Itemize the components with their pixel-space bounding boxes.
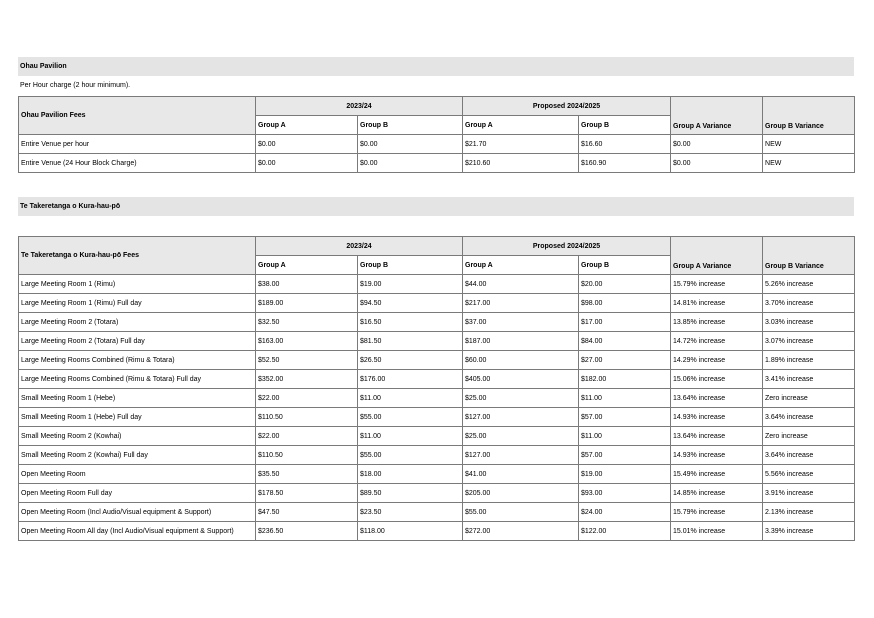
cell-group-a-current: $35.50 bbox=[256, 465, 358, 484]
cell-group-a-variance: 15.49% increase bbox=[671, 465, 763, 484]
cell-group-b-current: $118.00 bbox=[358, 522, 463, 541]
cell-group-b-current: $26.50 bbox=[358, 351, 463, 370]
table-row bbox=[19, 503, 855, 522]
cell-group-b-proposed: $24.00 bbox=[579, 503, 671, 522]
table-row bbox=[19, 408, 855, 427]
cell-group-a-variance: 14.85% increase bbox=[671, 484, 763, 503]
cell-group-a-proposed: $60.00 bbox=[463, 351, 579, 370]
table-row bbox=[19, 154, 855, 173]
column-header-group-a-current: Group A bbox=[256, 256, 358, 275]
cell-row-label: Open Meeting Room (Incl Audio/Visual equipment & Support) bbox=[19, 503, 256, 522]
table-row bbox=[19, 465, 855, 484]
table-row bbox=[19, 351, 855, 370]
cell-group-b-proposed: $57.00 bbox=[579, 446, 671, 465]
cell-group-b-current: $19.00 bbox=[358, 275, 463, 294]
cell-group-b-proposed: $57.00 bbox=[579, 408, 671, 427]
cell-group-b-proposed: $160.90 bbox=[579, 154, 671, 173]
cell-group-a-current: $0.00 bbox=[256, 154, 358, 173]
cell-group-a-current: $47.50 bbox=[256, 503, 358, 522]
column-header-group-a-proposed: Group A bbox=[463, 116, 579, 135]
table-row bbox=[19, 370, 855, 389]
cell-group-a-current: $22.00 bbox=[256, 389, 358, 408]
cell-group-a-proposed: $127.00 bbox=[463, 408, 579, 427]
cell-group-b-current: $94.50 bbox=[358, 294, 463, 313]
cell-row-label: Entire Venue (24 Hour Block Charge) bbox=[19, 154, 256, 173]
cell-group-b-variance: Zero increase bbox=[763, 389, 855, 408]
column-header-group-a-variance: Group A Variance bbox=[671, 237, 763, 275]
cell-group-a-proposed: $187.00 bbox=[463, 332, 579, 351]
cell-group-b-current: $0.00 bbox=[358, 154, 463, 173]
cell-group-a-proposed: $127.00 bbox=[463, 446, 579, 465]
cell-group-a-variance: 13.64% increase bbox=[671, 427, 763, 446]
cell-group-b-current: $11.00 bbox=[358, 389, 463, 408]
cell-group-a-variance: 15.01% increase bbox=[671, 522, 763, 541]
cell-group-a-current: $110.50 bbox=[256, 408, 358, 427]
table-row bbox=[19, 294, 855, 313]
table-row bbox=[19, 332, 855, 351]
column-group-proposed-2024-2025: Proposed 2024/2025 bbox=[463, 237, 671, 256]
cell-group-a-proposed: $41.00 bbox=[463, 465, 579, 484]
column-header-group-b-proposed: Group B bbox=[579, 256, 671, 275]
cell-group-b-current: $176.00 bbox=[358, 370, 463, 389]
cell-group-b-variance: 1.89% increase bbox=[763, 351, 855, 370]
cell-group-a-variance: $0.00 bbox=[671, 135, 763, 154]
cell-row-label: Large Meeting Rooms Combined (Rimu & Totara) Full day bbox=[19, 370, 256, 389]
cell-group-a-proposed: $25.00 bbox=[463, 427, 579, 446]
cell-group-b-current: $55.00 bbox=[358, 446, 463, 465]
cell-row-label: Large Meeting Rooms Combined (Rimu & Totara) bbox=[19, 351, 256, 370]
cell-group-a-variance: 14.93% increase bbox=[671, 408, 763, 427]
cell-group-a-current: $163.00 bbox=[256, 332, 358, 351]
cell-group-b-proposed: $182.00 bbox=[579, 370, 671, 389]
cell-group-b-proposed: $19.00 bbox=[579, 465, 671, 484]
table-row bbox=[19, 427, 855, 446]
cell-group-b-variance: NEW bbox=[763, 135, 855, 154]
cell-row-label: Large Meeting Room 2 (Totara) bbox=[19, 313, 256, 332]
cell-group-a-current: $178.50 bbox=[256, 484, 358, 503]
column-header-group-b-variance: Group B Variance bbox=[763, 97, 855, 135]
cell-group-b-variance: 3.70% increase bbox=[763, 294, 855, 313]
cell-group-b-current: $81.50 bbox=[358, 332, 463, 351]
cell-row-label: Small Meeting Room 2 (Kowhai) Full day bbox=[19, 446, 256, 465]
cell-group-b-current: $0.00 bbox=[358, 135, 463, 154]
cell-row-label: Small Meeting Room 1 (Hebe) bbox=[19, 389, 256, 408]
cell-group-b-variance: 5.56% increase bbox=[763, 465, 855, 484]
table-row bbox=[19, 522, 855, 541]
cell-group-a-proposed: $37.00 bbox=[463, 313, 579, 332]
cell-group-a-current: $38.00 bbox=[256, 275, 358, 294]
table-row bbox=[19, 484, 855, 503]
cell-group-a-variance: 13.64% increase bbox=[671, 389, 763, 408]
cell-group-b-variance: 3.91% increase bbox=[763, 484, 855, 503]
column-header-group-b-variance: Group B Variance bbox=[763, 237, 855, 275]
cell-group-b-proposed: $93.00 bbox=[579, 484, 671, 503]
column-header-group-b-current: Group B bbox=[358, 256, 463, 275]
cell-group-b-current: $18.00 bbox=[358, 465, 463, 484]
column-group-2023-24: 2023/24 bbox=[256, 237, 463, 256]
cell-group-a-proposed: $44.00 bbox=[463, 275, 579, 294]
cell-group-b-proposed: $122.00 bbox=[579, 522, 671, 541]
cell-group-a-current: $0.00 bbox=[256, 135, 358, 154]
cell-group-a-current: $22.00 bbox=[256, 427, 358, 446]
column-header-group-a-variance: Group A Variance bbox=[671, 97, 763, 135]
cell-group-b-proposed: $98.00 bbox=[579, 294, 671, 313]
cell-group-b-variance: 5.26% increase bbox=[763, 275, 855, 294]
cell-group-a-variance: 14.81% increase bbox=[671, 294, 763, 313]
ohau-pavilion-fees-rows bbox=[19, 135, 855, 173]
cell-group-a-variance: 14.93% increase bbox=[671, 446, 763, 465]
column-group-2023-24: 2023/24 bbox=[256, 97, 463, 116]
column-header-group-b-proposed: Group B bbox=[579, 116, 671, 135]
cell-row-label: Large Meeting Room 1 (Rimu) Full day bbox=[19, 294, 256, 313]
cell-group-b-variance: 3.03% increase bbox=[763, 313, 855, 332]
cell-group-a-variance: 15.06% increase bbox=[671, 370, 763, 389]
cell-group-b-current: $55.00 bbox=[358, 408, 463, 427]
cell-group-a-proposed: $405.00 bbox=[463, 370, 579, 389]
cell-group-b-proposed: $20.00 bbox=[579, 275, 671, 294]
te-takeretanga-fees-rows bbox=[19, 275, 855, 541]
cell-group-a-current: $236.50 bbox=[256, 522, 358, 541]
cell-group-a-proposed: $210.60 bbox=[463, 154, 579, 173]
cell-group-a-current: $352.00 bbox=[256, 370, 358, 389]
cell-group-a-variance: 14.29% increase bbox=[671, 351, 763, 370]
cell-row-label: Small Meeting Room 1 (Hebe) Full day bbox=[19, 408, 256, 427]
cell-row-label: Entire Venue per hour bbox=[19, 135, 256, 154]
cell-group-b-variance: 2.13% increase bbox=[763, 503, 855, 522]
cell-row-label: Small Meeting Room 2 (Kowhai) bbox=[19, 427, 256, 446]
cell-group-a-proposed: $25.00 bbox=[463, 389, 579, 408]
cell-group-b-current: $89.50 bbox=[358, 484, 463, 503]
te-takeretanga-fees-table bbox=[18, 236, 855, 541]
cell-group-b-variance: 3.64% increase bbox=[763, 408, 855, 427]
ohau-pavilion-note: Per Hour charge (2 hour minimum). bbox=[20, 82, 131, 89]
cell-group-a-proposed: $21.70 bbox=[463, 135, 579, 154]
ohau-pavilion-fees-table bbox=[18, 96, 855, 173]
cell-group-a-current: $110.50 bbox=[256, 446, 358, 465]
table-row bbox=[19, 446, 855, 465]
cell-row-label: Large Meeting Room 1 (Rimu) bbox=[19, 275, 256, 294]
column-header-group-b-current: Group B bbox=[358, 116, 463, 135]
table-title: Te Takeretanga o Kura-hau-pō Fees bbox=[19, 237, 256, 275]
cell-group-b-proposed: $17.00 bbox=[579, 313, 671, 332]
cell-group-b-variance: 3.07% increase bbox=[763, 332, 855, 351]
cell-group-a-variance: 14.72% increase bbox=[671, 332, 763, 351]
cell-group-b-current: $11.00 bbox=[358, 427, 463, 446]
cell-group-b-proposed: $27.00 bbox=[579, 351, 671, 370]
cell-group-a-variance: $0.00 bbox=[671, 154, 763, 173]
cell-group-b-proposed: $16.60 bbox=[579, 135, 671, 154]
column-header-group-a-current: Group A bbox=[256, 116, 358, 135]
cell-group-a-proposed: $205.00 bbox=[463, 484, 579, 503]
section-heading-te-takeretanga: Te Takeretanga o Kura-hau-pō bbox=[18, 197, 854, 216]
cell-group-a-variance: 15.79% increase bbox=[671, 275, 763, 294]
cell-row-label: Open Meeting Room bbox=[19, 465, 256, 484]
cell-group-a-current: $189.00 bbox=[256, 294, 358, 313]
cell-group-b-variance: 3.41% increase bbox=[763, 370, 855, 389]
section-heading-ohau-pavilion: Ohau Pavilion bbox=[18, 57, 854, 76]
cell-group-b-variance: NEW bbox=[763, 154, 855, 173]
cell-group-b-proposed: $11.00 bbox=[579, 427, 671, 446]
cell-group-a-current: $52.50 bbox=[256, 351, 358, 370]
cell-group-a-proposed: $55.00 bbox=[463, 503, 579, 522]
cell-group-a-proposed: $272.00 bbox=[463, 522, 579, 541]
table-title: Ohau Pavilion Fees bbox=[19, 97, 256, 135]
cell-row-label: Open Meeting Room Full day bbox=[19, 484, 256, 503]
cell-group-b-current: $16.50 bbox=[358, 313, 463, 332]
column-header-group-a-proposed: Group A bbox=[463, 256, 579, 275]
table-row bbox=[19, 135, 855, 154]
cell-group-a-current: $32.50 bbox=[256, 313, 358, 332]
cell-row-label: Open Meeting Room All day (Incl Audio/Visual equipment & Support) bbox=[19, 522, 256, 541]
cell-group-b-current: $23.50 bbox=[358, 503, 463, 522]
cell-group-b-variance: 3.39% increase bbox=[763, 522, 855, 541]
table-row bbox=[19, 389, 855, 408]
cell-group-a-proposed: $217.00 bbox=[463, 294, 579, 313]
cell-group-a-variance: 15.79% increase bbox=[671, 503, 763, 522]
cell-group-b-variance: 3.64% increase bbox=[763, 446, 855, 465]
table-row bbox=[19, 275, 855, 294]
cell-group-a-variance: 13.85% increase bbox=[671, 313, 763, 332]
table-row bbox=[19, 313, 855, 332]
cell-group-b-proposed: $84.00 bbox=[579, 332, 671, 351]
cell-group-b-variance: Zero increase bbox=[763, 427, 855, 446]
column-group-proposed-2024-2025: Proposed 2024/2025 bbox=[463, 97, 671, 116]
cell-row-label: Large Meeting Room 2 (Totara) Full day bbox=[19, 332, 256, 351]
cell-group-b-proposed: $11.00 bbox=[579, 389, 671, 408]
